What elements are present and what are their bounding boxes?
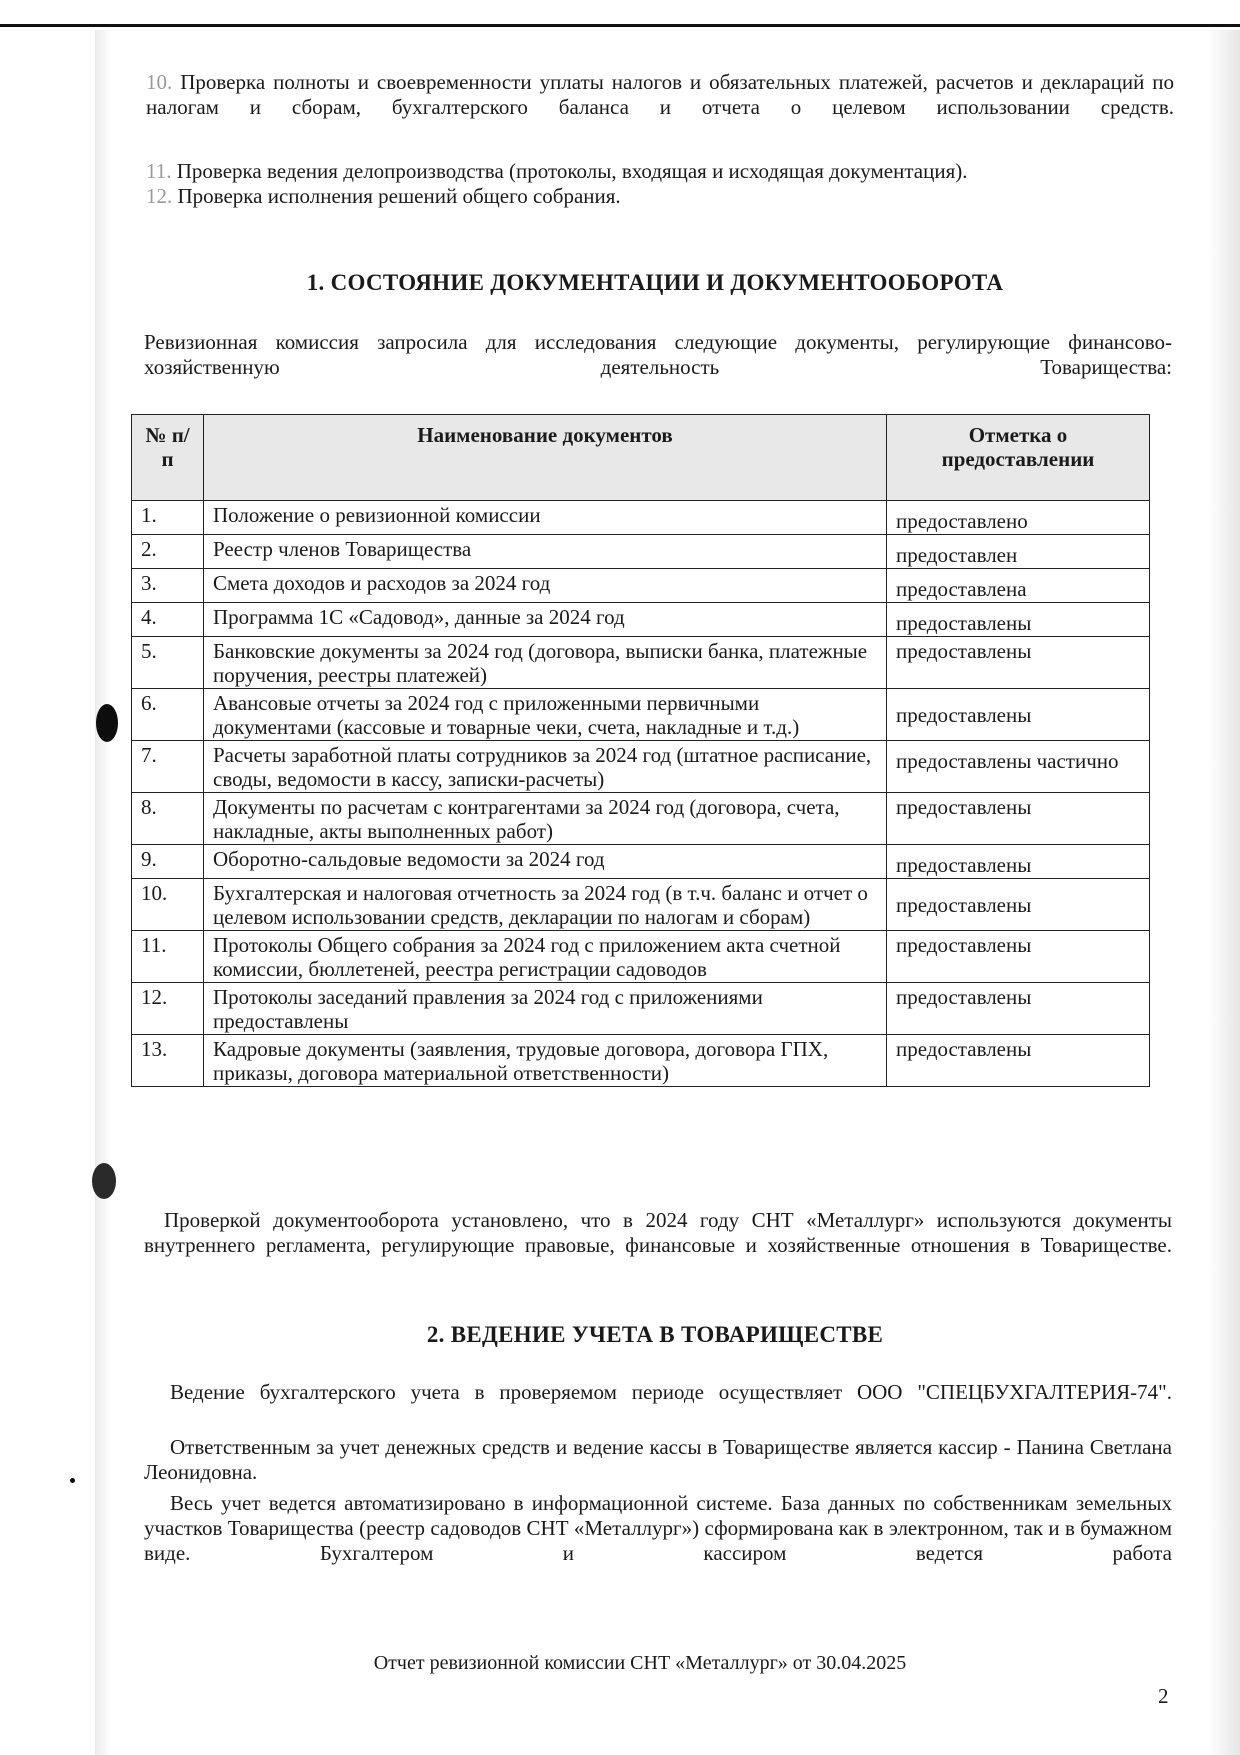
row-number: 6. — [132, 689, 204, 741]
intro-item-text: Проверка исполнения решений общего собрания. — [177, 184, 621, 208]
row-mark — [887, 569, 1150, 603]
row-document-name: Оборотно-сальдовые ведомости за 2024 год — [204, 845, 887, 879]
table-row — [132, 931, 1150, 983]
row-mark — [887, 689, 1150, 741]
table-row — [132, 879, 1150, 931]
row-document-name: Банковские документы за 2024 год (договора, выписки банка, платежные поручения, реестры платежей) — [204, 637, 887, 689]
row-document-name: Протоколы Общего собрания за 2024 год с приложением акта счетной комиссии, бюллетеней, реестра регистрации садоводов — [204, 931, 887, 983]
table-row — [132, 689, 1150, 741]
table-row — [132, 637, 1150, 689]
row-number: 13. — [132, 1035, 204, 1087]
header-number: № п/п — [132, 415, 204, 501]
row-document-name: Кадровые документы (заявления, трудовые договора, договора ГПХ, приказы, договора материальной ответственности) — [204, 1035, 887, 1087]
row-mark — [887, 603, 1150, 637]
intro-item-10 — [146, 70, 1174, 120]
mark-text: предоставлены — [896, 1037, 1032, 1061]
mark-text: предоставлены — [896, 985, 1032, 1009]
intro-item-12 — [146, 184, 1174, 209]
intro-item-number: 11. — [146, 159, 172, 183]
row-document-name: Документы по расчетам с контрагентами за 2024 год (договора, счета, накладные, акты выполненных работ) — [204, 793, 887, 845]
section-2-paragraph-3: Весь учет ведется автоматизировано в информационной системе. База данных по собственникам земельных участков Товарищества (реестр садоводов СНТ «Металлург») сформирована как в электронном, так и в бумажном виде. Бухгалтером и кассиром ведется работа — [144, 1491, 1172, 1565]
row-number: 5. — [132, 637, 204, 689]
row-number: 8. — [132, 793, 204, 845]
section-2-paragraph-2: Ответственным за учет денежных средств и ведение кассы в Товариществе является кассир - Панина Светлана Леонидовна. — [144, 1435, 1172, 1484]
mark-text: предоставлены — [896, 611, 1032, 635]
row-number: 4. — [132, 603, 204, 637]
row-mark — [887, 931, 1150, 983]
intro-item-text: Проверка полноты и своевременности уплаты налогов и обязательных платежей, расчетов и деклараций по налогам и сборам, бухгалтерского баланса и отчета о целевом использовании средств. — [146, 70, 1175, 119]
row-mark — [887, 793, 1150, 845]
table-row — [132, 569, 1150, 603]
row-document-name: Смета доходов и расходов за 2024 год — [204, 569, 887, 603]
mark-text: предоставлены — [896, 795, 1032, 819]
section-2-title: 2. ВЕДЕНИЕ УЧЕТА В ТОВАРИЩЕСТВЕ — [426, 1322, 884, 1347]
section-1-conclusion — [144, 1208, 1172, 1258]
row-number: 9. — [132, 845, 204, 879]
documents-table — [131, 414, 1150, 1087]
mark-text: предоставлено — [896, 509, 1028, 533]
table-row — [132, 741, 1150, 793]
table-header-row — [132, 415, 1150, 501]
row-number: 10. — [132, 879, 204, 931]
row-mark — [887, 535, 1150, 569]
section-2-paragraph-1: Ведение бухгалтерского учета в проверяемом периоде осуществляет ООО "СПЕЦБУХГАЛТЕРИЯ-74". — [170, 1380, 1172, 1404]
row-document-name: Авансовые отчеты за 2024 год с приложенными первичными документами (кассовые и товарные чеки, счета, накладные и т.д.) — [204, 689, 887, 741]
table-row — [132, 983, 1150, 1035]
intro-item-text: Проверка ведения делопроизводства (протоколы, входящая и исходящая документация). — [176, 159, 968, 183]
header-mark: Отметка о предоставлении — [887, 415, 1150, 501]
mark-text: предоставлены — [896, 853, 1032, 877]
mark-text: предоставлен — [896, 543, 1018, 567]
row-document-name: Бухгалтерская и налоговая отчетность за 2024 год (в т.ч. баланс и отчет о целевом использовании средств, декларации по налогам и сборам) — [204, 879, 887, 931]
row-mark — [887, 879, 1150, 931]
intro-item-11 — [146, 159, 1174, 184]
row-number: 12. — [132, 983, 204, 1035]
section-1-title: 1. СОСТОЯНИЕ ДОКУМЕНТАЦИИ И ДОКУМЕНТООБОРОТА — [306, 270, 1004, 295]
mark-text: предоставлены частично — [896, 749, 1119, 773]
table-row — [132, 535, 1150, 569]
header-document-name: Наименование документов — [204, 415, 887, 501]
row-number: 7. — [132, 741, 204, 793]
mark-text: предоставлены — [896, 893, 1032, 917]
row-number: 2. — [132, 535, 204, 569]
table-row — [132, 845, 1150, 879]
row-document-name: Расчеты заработной платы сотрудников за 2024 год (штатное расписание, своды, ведомости в кассу, записки-расчеты) — [204, 741, 887, 793]
row-mark — [887, 741, 1150, 793]
mark-text: предоставлены — [896, 639, 1032, 663]
table-row — [132, 501, 1150, 535]
mark-text: предоставлена — [896, 577, 1027, 601]
row-document-name: Протоколы заседаний правления за 2024 год с приложениями предоставлены — [204, 983, 887, 1035]
row-mark — [887, 845, 1150, 879]
row-document-name: Положение о ревизионной комиссии — [204, 501, 887, 535]
row-mark — [887, 1035, 1150, 1087]
row-mark — [887, 637, 1150, 689]
row-mark — [887, 983, 1150, 1035]
page-number: 2 — [1158, 1684, 1169, 1708]
table-row — [132, 603, 1150, 637]
row-document-name: Реестр членов Товарищества — [204, 535, 887, 569]
row-document-name: Программа 1С «Садовод», данные за 2024 год — [204, 603, 887, 637]
intro-item-number: 12. — [146, 184, 173, 208]
page-footer-caption: Отчет ревизионной комиссии СНТ «Металлург» от 30.04.2025 — [373, 1652, 907, 1674]
row-number: 11. — [132, 931, 204, 983]
section-1-intro: Ревизионная комиссия запросила для исследования следующие документы, регулирующие финансово-хозяйственную деятельность Товарищества: — [144, 330, 1172, 379]
row-number: 3. — [132, 569, 204, 603]
conclusion-text: Проверкой документооборота установлено, что в 2024 году СНТ «Металлург» используются документы внутреннего регламента, регулирующие правовые, финансовые и хозяйственные отношения в Товариществе. — [144, 1208, 1172, 1257]
mark-text: предоставлены — [896, 933, 1032, 957]
row-mark — [887, 501, 1150, 535]
intro-item-number: 10. — [146, 70, 173, 94]
row-number: 1. — [132, 501, 204, 535]
table-row — [132, 1035, 1150, 1087]
table-row — [132, 793, 1150, 845]
mark-text: предоставлены — [896, 703, 1032, 727]
